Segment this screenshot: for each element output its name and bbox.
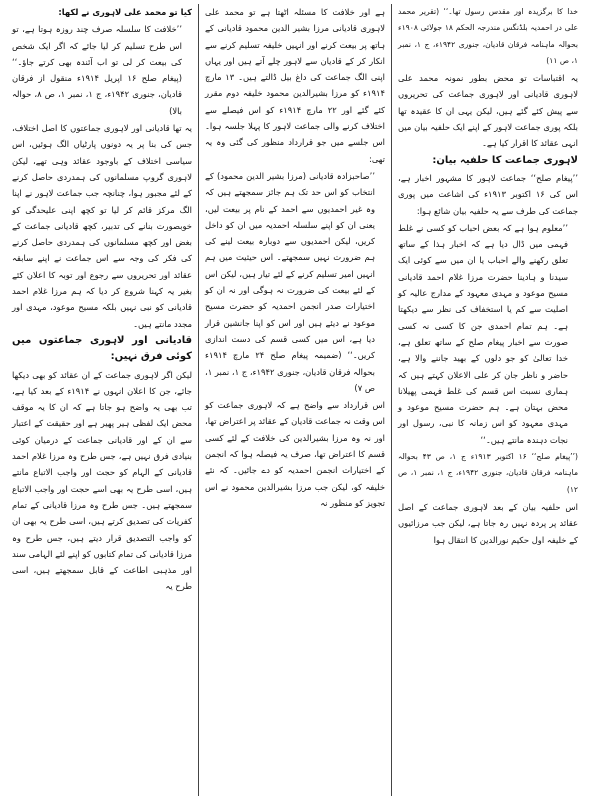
paragraph: کیا تو محمد علی لاہوری نے لکھا: — [58, 7, 192, 17]
column-middle — [199, 4, 392, 796]
paragraph: خدا کا برگزیدہ اور مقدس رسول تھا۔‘‘ (تقریر محمد علی در احمدیہ بلڈنگس مندرجہ الحکم ۱۸ جولائی ۱۹۰۸ء بحوالہ ماہنامہ فرقان قادیان، جنوری ۱۹۴۲ء، ج ۱، نمبر ۱، ص ۱۱) — [398, 7, 579, 65]
paragraph: ہے اور خلافت کا مسئلہ اٹھتا ہے تو محمد علی لاہوری قادیانی مرزا بشیر الدین محمود قادیانی کے ہاتھ پر بیعت کرنے اور انہیں خلیفہ تسلیم کرنے سے انکار کر کے قادیان سے لاہور چلے آتے ہیں اور یہاں اپنی الگ جماعت کی داغ بیل ڈالتے ہیں۔ ۱۳ مارچ ۱۹۱۴ء کو مرزا بشیرالدین محمود خلیفہ دوم مقرر کئے گئے اور ۲۲ مارچ ۱۹۱۴ء کو اس فیصلے سے اختلاف کرنے والی جماعت لاہور کا پہلا جلسہ ہوا۔ اس جلسے میں جو قرارداد منظور کی گئی وہ یہ تھی: — [205, 7, 385, 164]
quote-paragraph: ’’صاحبزادہ قادیانی (مرزا بشیر الدین محمود) کے انتخاب کو اس حد تک ہم جائز سمجھتے ہیں کہ وہ غیر احمدیوں سے احمد کے نام پر بیعت لیں، یعنی ان کو اپنے سلسلہ احمدیہ میں ان کو داخل کریں، لیکن احمدیوں سے دوبارہ بیعت لینے کی ہم ضرورت نہیں سمجھتے۔ اس حیثیت میں ہم انہیں امیر تسلیم کرنے کے لئے تیار ہیں، لیکن اس کے لئے بیعت کی ضرورت نہ ہوگی اور نہ ان کو اختیارات صدر انجمن احمدیہ کو حضرت مسیح موعود نے دیئے ہیں اور اس کو اپنا جانشین قرار دیا ہے، اس میں کسی قسم کی دست اندازی کریں۔‘‘ (ضمیمہ پیغام صلح ۲۴ مارچ ۱۹۱۴ء بحوالہ فرقان قادیان، جنوری ۱۹۴۲ء، ج ۱، نمبر ۱، ص ۷) — [205, 170, 376, 393]
paragraph: یہ اقتباسات تو محض بطور نمونہ محمد علی لاہوری قادیانی اور لاہوری جماعت کی تحریروں سے پیش کئے گئے ہیں، لیکن یہی ان کا عقیدہ تھا بلکہ پوری جماعت لاہور کے اپنے ایک حلفیہ بیان میں انہی عقائد کا اقرار کیا ہے۔ — [398, 73, 578, 149]
paragraph: ’’پیغام صلح‘‘ جماعت لاہور کا مشہور اخبار ہے، اس کی ۱۶ اکتوبر ۱۹۱۳ء کی اشاعت میں پوری جماعت کی طرف سے یہ حلفیہ بیان شائع ہوا: — [398, 172, 578, 216]
paragraph: اس قرارداد سے واضح ہے کہ لاہوری جماعت کو اس وقت نہ جماعت قادیان کے عقائد پر اعتراض تھا، اور نہ وہ مرزا بشیرالدین کی خلافت کے لئے کسی قسم کا اعتراض تھا، صرف یہ فیصلہ ہوا کہ انجمن کے اختیارات انجمن احمدیہ کو دے جائیں۔ کہ نئے خلیفہ کو، لیکن جب مرزا بشیرالدین محمود نے اس تجویز کو منظور نہ — [205, 400, 385, 508]
text-columns — [6, 4, 584, 796]
column-left — [6, 4, 199, 796]
column-right — [392, 4, 584, 796]
section-heading: لاہوری جماعت کا حلفیہ بیان: — [432, 154, 578, 166]
paragraph: لیکن اگر لاہوری جماعت کے ان عقائد کو بھی دیکھا جائے، جن کا اعلان انہوں نے ۱۹۱۴ء کے بعد کیا ہے، تب بھی یہ واضح ہو جاتا ہے کہ ان کا یہ موقف محض ایک لفظی ہیر پھیر ہے اور حقیقت کے اعتبار سے ان کے اور قادیانی جماعت کے درمیان کوئی بنیادی فرق نہیں ہے، جس طرح وہ مرزا غلام احمد قادیانی کے الہام کو حجت اور واجب الاتباع مانتے ہیں، اسی طرح یہ بھی اسے حجت اور واجب الاتباع سمجھتے ہیں۔ جس طرح وہ مرزا قادیانی کے تمام کفریات کی تصدیق کرتے ہیں، اسی طرح یہ بھی ان کو واجب التصدیق قرار دیتے ہیں، جس طرح وہ مرزا قادیانی کی تمام کتابوں کو اپنے لئے الہامی سند اور مذہبی اطاعت کے قابل سمجھتے ہیں، اسی طرح یہ — [12, 369, 192, 592]
paragraph: یہ تھا قادیانی اور لاہوری جماعتوں کا اصل اختلاف، جس کی بنا پر یہ دونوں پارٹیاں الگ ہوئیں، اس سیاسی اختلاف کے باوجود عقائد وہی تھے، لیکن لاہوری گروپ مسلمانوں کی ہمدردی حاصل کرنے کے لئے مجبور ہوا، چنانچہ جب جماعت لاہور نے اپنا الگ مرکز قائم کر لیا تو کچھ اپنی علیحدگی کو خوبصورت بنانے کی تدبیر، کچھ قادیانی جماعت کے بغض اور کچھ مسلمانوں کی ہمدردی حاصل کرنے کی فکر کی وجہ سے اس جماعت نے اپنے سابقہ عقائد اور تحریروں سے رجوع اور توبہ کا اعلان کئے بغیر یہ کہنا شروع کر دیا کہ ہم مرزا غلام احمد قادیانی کو نبی نہیں بلکہ مسیح موعود، مہدی اور مجدد مانتے ہیں۔ — [12, 123, 192, 329]
citation: (’’پیغام صلح‘‘ ۱۶ اکتوبر ۱۹۱۳ء ج ۱، ص ۴۳ بحوالہ ماہنامہ فرقان قادیان، جنوری ۱۹۴۲ء، ج ۱، نمبر ۱، ص ۱۲) — [398, 452, 579, 494]
quote-paragraph: ’’خلافت کا سلسلہ صرف چند روزہ ہوتا ہے، تو اس طرح تسلیم کر لیا جائے کہ اگر ایک شخص کی بیعت کر لی تو اب آئندہ بھی کرتے جاؤ۔‘‘ (پیغام صلح ۱۶ اپریل ۱۹۱۴ء منقول از فرقان قادیان، جنوری ۱۹۴۲ء، ج ۱، نمبر ۱، ص ۸، حوالہ بالا) — [12, 24, 183, 116]
quote-paragraph: ’’معلوم ہوا ہے کہ بعض احباب کو کسی نے غلط فہمی میں ڈال دیا ہے کہ اخبار ہذا کے ساتھ تعلق رکھنے والے احباب یا ان میں سے کوئی ایک سیدنا و ہادینا حضرت مرزا غلام احمد قادیانی مسیح موعود و مہدی معہود کے مدارج عالیہ کو اصلیت سے کم یا استخفاف کی نظر سے دیکھتا ہے۔ ہم تمام احمدی جن کا کسی نہ کسی صورت سے اخبار پیغام صلح کے ساتھ تعلق ہے، خدا تعالیٰ کو جو دلوں کے بھید جاننے والا ہے، حاضر و ناظر جان کر علی الاعلان کہتے ہیں کہ ہماری نسبت اس قسم کی غلط فہمی پھیلانا محض بہتان ہے۔ ہم حضرت مسیح موعود و مہدی معہود کو اس زمانہ کا نبی، رسول اور نجات دہندہ مانتے ہیں۔‘‘ — [398, 222, 568, 445]
paragraph: اس حلفیہ بیان کے بعد لاہوری جماعت کے اصل عقائد پر پردہ نہیں رہ جاتا ہے، لیکن جب مرزائیوں کے خلیفہ اول حکیم نورالدین کا انتقال ہوا — [398, 501, 578, 545]
section-heading: قادیانی اور لاہوری جماعتوں میں کوئی فرق نہیں: — [12, 334, 192, 363]
